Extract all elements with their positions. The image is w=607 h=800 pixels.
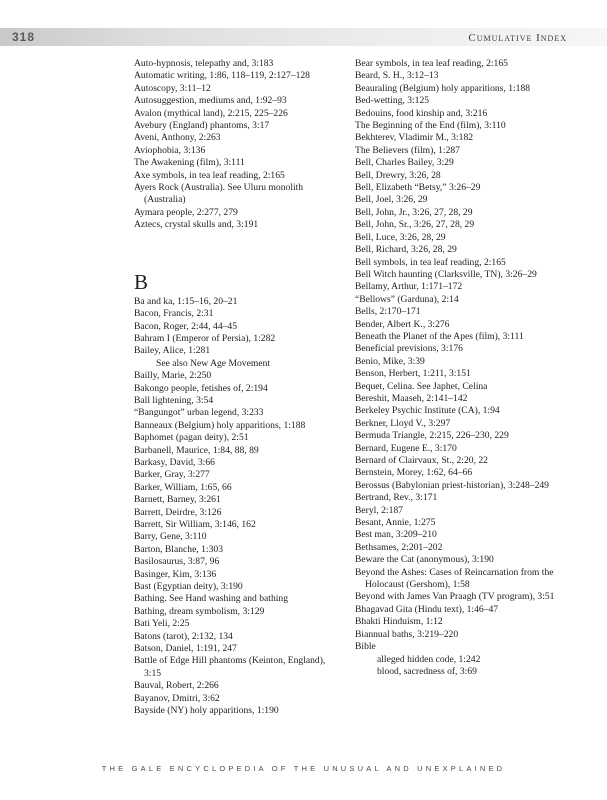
- index-entry: Bekhterev, Vladimir M., 3:182: [355, 132, 474, 144]
- index-entry: Bathing, dream symbolism, 3:129: [134, 605, 265, 617]
- index-entry: The Believers (film), 1:287: [355, 144, 460, 156]
- index-entry: Bereshit, Maaseh, 2:141–142: [355, 392, 468, 404]
- index-entry: “Bangungot” urban legend, 3:233: [134, 407, 264, 419]
- index-entry: Bear symbols, in tea leaf reading, 2:165: [355, 58, 508, 69]
- index-entry: Aveni, Anthony, 2:263: [134, 132, 221, 144]
- index-entry: Bakongo people, fetishes of, 2:194: [134, 382, 268, 394]
- index-entry: Bast (Egyptian deity), 3:190: [134, 581, 243, 593]
- index-entry: Ayers Rock (Australia). See Uluru monolith (Australia): [134, 182, 304, 206]
- footer-title: THE GALE ENCYCLOPEDIA OF THE UNUSUAL AND UNEXPLAINED: [101, 764, 506, 773]
- index-entry: The Beginning of the End (film), 3:110: [355, 120, 506, 132]
- index-entry: Bernard, Eugene E., 3:170: [355, 442, 457, 454]
- index-entry: Axe symbols, in tea leaf reading, 2:165: [134, 169, 285, 181]
- index-entry: Basilosaurus, 3:87, 96: [134, 556, 220, 568]
- index-entry: Bailey, Alice, 1:281: [134, 345, 211, 357]
- index-entry: Bell, Luce, 3:26, 28, 29: [355, 231, 446, 243]
- index-column-right: [355, 58, 575, 678]
- index-entry: Bati Yeli, 2:25: [134, 618, 190, 630]
- index-entry: Batons (tarot), 2:132, 134: [134, 630, 233, 642]
- index-entry: Barnett, Barney, 3:261: [134, 494, 221, 506]
- index-entry: The Awakening (film), 3:111: [134, 157, 245, 169]
- index-entry: Bell, John, Jr., 3:26, 27, 28, 29: [355, 206, 473, 218]
- index-entry: Bellamy, Arthur, 1:171–172: [355, 281, 463, 293]
- index-entry: Bedouins, food kinship and, 3:216: [355, 107, 488, 119]
- index-entry: Bayside (NY) holy apparitions, 1:190: [134, 705, 279, 717]
- index-entry: Beyond the Ashes: Cases of Reincarnation from the Holocaust (Gershom), 1:58: [355, 566, 554, 591]
- index-entry: Beneficial previsions, 3:176: [355, 343, 463, 355]
- index-entry: Bernstein, Morey, 1:62, 64–66: [355, 467, 473, 479]
- index-entry: Bell, Drewry, 3:26, 28: [355, 169, 441, 181]
- index-entry: Barrett, Deirdre, 3:126: [134, 506, 222, 518]
- index-entry: Aymara people, 2:277, 279: [134, 206, 238, 218]
- index-entry: Beware the Cat (anonymous), 3:190: [355, 554, 494, 566]
- index-entry: Basinger, Kim, 3:136: [134, 568, 217, 580]
- running-head: Cumulative Index: [468, 32, 567, 44]
- index-entry: Bell, Joel, 3:26, 29: [355, 194, 428, 206]
- index-entry: Bells, 2:170–171: [355, 306, 421, 318]
- index-entry: Ba and ka, 1:15–16, 20–21: [134, 295, 238, 307]
- index-entry: Berossus (Babylonian priest-historian), 3:248–249: [355, 479, 549, 491]
- index-entry: Bed-wetting, 3:125: [355, 95, 430, 107]
- index-entry: Bell, Charles Bailey, 3:29: [355, 157, 454, 169]
- index-entry: Barker, Gray, 3:277: [134, 469, 210, 481]
- index-entry: Aviophobia, 3:136: [134, 144, 206, 156]
- index-entry: Bell, John, Sr., 3:26, 27, 28, 29: [355, 219, 475, 231]
- index-subentry: blood, sacredness of, 3:69: [377, 665, 477, 677]
- index-entry: Berkeley Psychic Institute (CA), 1:94: [355, 405, 500, 417]
- index-entry: Beneath the Planet of the Apes (film), 3:111: [355, 330, 524, 342]
- index-entry: Beyond with James Van Praagh (TV program), 3:51: [355, 591, 555, 603]
- index-entry: Bayanov, Dmitri, 3:62: [134, 692, 220, 704]
- index-entry: Baphomet (pagan deity), 2:51: [134, 432, 249, 444]
- index-entry: Barker, William, 1:65, 66: [134, 481, 232, 493]
- index-entry: Bertrand, Rev., 3:171: [355, 492, 438, 504]
- index-column-left: [134, 58, 340, 718]
- index-entry: Bailly, Marie, 2:250: [134, 370, 212, 382]
- index-entry: Bender, Albert K., 3:276: [355, 318, 450, 330]
- index-entry: Best man, 3:209–210: [355, 529, 437, 541]
- index-entry: Banneaux (Belgium) holy apparitions, 1:188: [134, 419, 306, 431]
- index-subentry: alleged hidden code, 1:242: [377, 653, 481, 665]
- index-entry: Bernard of Clairvaux, St., 2:20, 22: [355, 455, 488, 466]
- index-entry: Bahram I (Emperor of Persia), 1:282: [134, 332, 276, 344]
- index-entry: Benson, Herbert, 1:211, 3:151: [355, 368, 471, 380]
- index-entry: Bathing. See Hand washing and bathing: [134, 593, 289, 605]
- index-entry: Bell, Richard, 3:26, 28, 29: [355, 244, 457, 256]
- index-entry: Benio, Mike, 3:39: [355, 355, 425, 367]
- index-entry: Biannual baths, 3:219–220: [355, 628, 459, 640]
- index-entry: Barrett, Sir William, 3:146, 162: [134, 519, 256, 530]
- index-entry: Besant, Annie, 1:275: [355, 517, 436, 529]
- index-entry: Bell symbols, in tea leaf reading, 2:165: [355, 256, 506, 268]
- index-entry: Bhakti Hinduism, 1:12: [355, 616, 443, 628]
- index-entry: Bethsames, 2:201–202: [355, 541, 443, 553]
- index-entry: Bermuda Triangle, 2:215, 226–230, 229: [355, 430, 509, 442]
- index-entry: Beryl, 2:187: [355, 504, 403, 516]
- index-entry: Barkasy, David, 3:66: [134, 456, 215, 468]
- index-entry: Avebury (England) phantoms, 3:17: [134, 120, 270, 132]
- index-entry: Ball lightening, 3:54: [134, 394, 214, 406]
- page-number: 318: [12, 30, 36, 44]
- index-entry: Barry, Gene, 3:110: [134, 531, 207, 543]
- index-entry: Beard, S. H., 3:12–13: [355, 70, 439, 82]
- index-entry: Automatic writing, 1:86, 118–119, 2:127–128: [134, 70, 310, 82]
- index-entry: Auto-hypnosis, telepathy and, 3:183: [134, 58, 274, 69]
- index-entry: Avalon (mythical land), 2:215, 225–226: [134, 107, 288, 119]
- index-entry: Bell Witch haunting (Clarksville, TN), 3:26–29: [355, 268, 537, 280]
- index-entry: Battle of Edge Hill phantoms (Keinton, England), 3:15: [134, 655, 326, 679]
- index-entry: Beauraling (Belgium) holy apparitions, 1:188: [355, 82, 531, 94]
- index-entry: Barton, Blanche, 1:303: [134, 543, 223, 555]
- index-entry: Autoscopy, 3:11–12: [134, 82, 211, 94]
- index-entry: Bequet, Celina. See Japhet, Celina: [355, 380, 488, 392]
- index-entry: Aztecs, crystal skulls and, 3:191: [134, 219, 259, 231]
- index-entry: Bauval, Robert, 2:266: [134, 680, 219, 692]
- index-entry: Bacon, Roger, 2:44, 44–45: [134, 320, 238, 332]
- index-entry: Bhagavad Gita (Hindu text), 1:46–47: [355, 603, 499, 615]
- index-entry: Berkner, Lloyd V., 3:297: [355, 417, 451, 429]
- index-entry: Barbanell, Maurice, 1:84, 88, 89: [134, 444, 259, 456]
- index-entry: “Bellows” (Garduna), 2:14: [355, 293, 459, 305]
- index-entry: Autosuggestion, mediums and, 1:92–93: [134, 95, 287, 107]
- index-entry: Bible: [355, 641, 376, 653]
- index-entry: Bacon, Francis, 2:31: [134, 308, 214, 320]
- index-subentry: See also New Age Movement: [156, 357, 271, 369]
- index-entry: Bell, Elizabeth “Betsy,” 3:26–29: [355, 182, 481, 194]
- section-letter: B: [134, 269, 149, 294]
- index-entry: Batson, Daniel, 1:191, 247: [134, 643, 237, 655]
